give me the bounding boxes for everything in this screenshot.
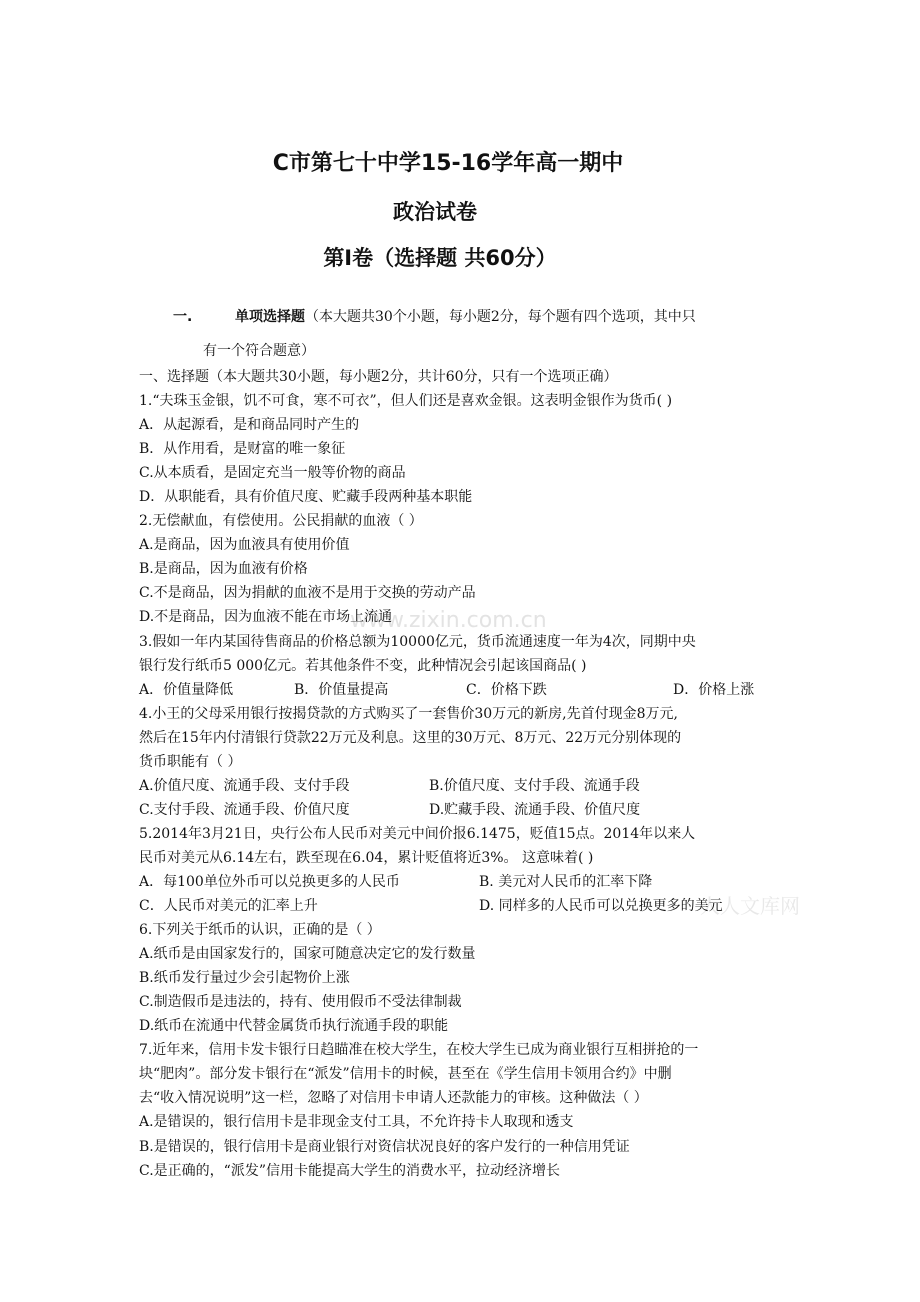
option-row: [139, 774, 789, 798]
option-b: B．从作用看，是财富的唯一象征: [139, 441, 346, 458]
question-stem-continued: 块“肥肉”。部分发卡银行在“派发”信用卡的时候，甚至在《学生信用卡领用合约》中删: [139, 1066, 672, 1083]
section-name: 单项选择题: [235, 309, 305, 325]
exam-subtitle: 政治试卷: [393, 200, 477, 224]
instruction-text: 一、选择题（本大题共30小题，每小题2分，共计60分，只有一个选项正确）: [139, 369, 618, 385]
question-stem: 2.无偿献血，有偿使用。公民捐献的血液（ ）: [139, 513, 423, 530]
option-a: A.是错误的，银行信用卡是非现金支付工具，不允许持卡人取现和透支: [139, 1114, 574, 1131]
question-stem: 1.“夫珠玉金银，饥不可食，寒不可衣”，但人们还是喜欢金银。这表明金银作为货币( ): [139, 393, 673, 410]
option-d: D.不是商品，因为血液不能在市场上流通: [139, 609, 393, 626]
section-description: （本大题共30个小题，每小题2分，每个题有四个选项，其中只: [305, 309, 696, 325]
option-c: C．价格下跌: [466, 681, 547, 698]
option-a: A.价值尺度、流通手段、支付手段: [139, 777, 350, 794]
question-stem: 3.假如一年内某国待售商品的价格总额为10000亿元，货币流通速度一年为4次，同期中央: [139, 633, 696, 650]
option-a: A．价值量降低: [139, 681, 234, 698]
option-b: B．价值量提高: [294, 681, 389, 698]
section-heading: [173, 300, 783, 368]
question-stem: 5.2014年3月21日，央行公布人民币对美元中间价报6.1475，贬值15点。2014年以来人: [139, 825, 696, 842]
watermark: www.zixin.com.cn: [350, 608, 547, 633]
option-c: C.不是商品，因为捐献的血液不是用于交换的劳动产品: [139, 585, 476, 602]
exam-title: C市第七十中学15-16学年高一期中: [272, 151, 624, 176]
question-stem: 6.下列关于纸币的认识，正确的是（ ）: [139, 922, 381, 939]
option-d: D.贮藏手段、流通手段、价值尺度: [429, 801, 641, 818]
option-c: C.支付手段、流通手段、价值尺度: [139, 801, 350, 818]
option-d: D.纸币在流通中代替金属货币执行流通手段的职能: [139, 1018, 449, 1035]
option-c: C．人民币对美元的汇率上升: [139, 898, 318, 915]
option-a: A.是商品，因为血液具有使用价值: [139, 537, 350, 554]
option-b: B.纸币发行量过少会引起物价上涨: [139, 970, 350, 987]
question-stem: 4.小王的父母采用银行按揭贷款的方式购买了一套售价30万元的新房,先首付现金8万元,: [139, 705, 678, 722]
option-a: A．每100单位外币可以兑换更多的人民币: [139, 873, 400, 890]
option-b: B.是错误的，银行信用卡是商业银行对资信状况良好的客户发行的一种信用凭证: [139, 1138, 630, 1155]
question-stem-continued: 民币对美元从6.14左右，跌至现在6.04，累计贬值将近3%。 这意味着( ): [139, 849, 594, 866]
volume-heading: 第Ⅰ卷（选择题 共60分）: [323, 246, 557, 270]
option-b: B.价值尺度、支付手段、流通手段: [429, 777, 640, 794]
option-row: [139, 678, 789, 702]
question-stem-continued: 然后在15年内付清银行贷款22万元及利息。这里的30万元、8万元、22万元分别体现的: [139, 729, 682, 746]
option-c: C.是正确的，“派发”信用卡能提高大学生的消费水平，拉动经济增长: [139, 1162, 560, 1179]
option-d: D．从职能看，具有价值尺度、贮藏手段两种基本职能: [139, 489, 473, 506]
option-c: C.从本质看，是固定充当一般等价物的商品: [139, 465, 406, 482]
section-number: 一.: [173, 309, 193, 325]
section-description-continued: 有一个符合题意）: [203, 343, 315, 359]
watermark: 人人文库网: [700, 894, 800, 918]
option-row: [139, 798, 789, 822]
option-d: D．价格上涨: [673, 681, 755, 698]
question-stem-continued: 货币职能有（ ）: [139, 753, 242, 770]
option-a: A.纸币是由国家发行的，国家可随意决定它的发行数量: [139, 946, 476, 963]
option-d: D. 同样多的人民币可以兑换更多的美元: [479, 898, 723, 915]
question-list: [139, 365, 789, 1183]
option-a: A．从起源看，是和商品同时产生的: [139, 417, 360, 434]
question-stem-continued: 银行发行纸币5 000亿元。若其他条件不变，此种情况会引起该国商品( ): [139, 657, 587, 674]
option-b: B.是商品，因为血液有价格: [139, 561, 308, 578]
option-b: B. 美元对人民币的汇率下降: [479, 873, 653, 890]
question-stem: 7.近年来，信用卡发卡银行日趋瞄准在校大学生，在校大学生已成为商业银行互相拼抢的一: [139, 1042, 699, 1059]
option-row: [139, 870, 789, 894]
option-row: [139, 894, 789, 918]
option-c: C.制造假币是违法的，持有、使用假币不受法律制裁: [139, 994, 462, 1011]
question-stem-continued: 去“收入情况说明”这一栏，忽略了对信用卡申请人还款能力的审核。这种做法（ ）: [139, 1090, 648, 1107]
